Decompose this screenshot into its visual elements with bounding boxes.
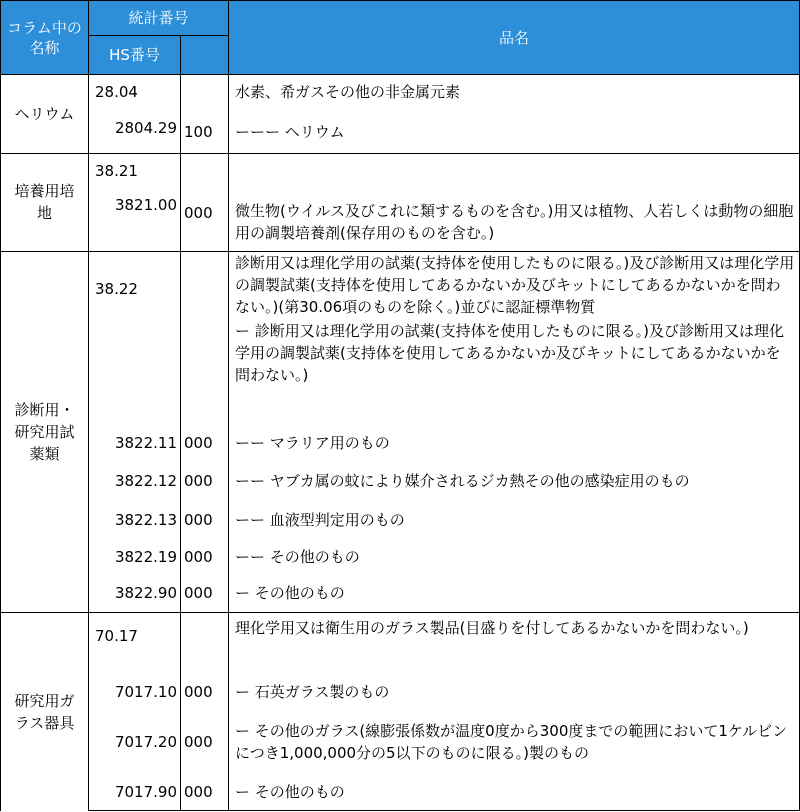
- code-cell: [89, 711, 181, 773]
- header-hs-number: HS番号: [89, 36, 181, 75]
- item-description: ー 石英ガラス製のもの: [235, 682, 390, 701]
- hs-code: 7017.90: [114, 782, 177, 801]
- code-cell: [89, 575, 181, 613]
- desc-cell: [229, 575, 800, 613]
- stat-cell: [181, 153, 229, 251]
- stat-code: 000: [184, 547, 213, 566]
- item-description: ーー マラリア用のもの: [235, 434, 390, 453]
- desc-cell: [229, 538, 800, 574]
- stat-code: 000: [184, 203, 213, 222]
- item-description: ーー 血液型判定用のもの: [235, 510, 405, 529]
- desc-cell: [229, 673, 800, 711]
- header-stat-number: 統計番号: [89, 1, 229, 36]
- group-name: [1, 251, 89, 612]
- group-name: ヘリウム: [1, 75, 89, 153]
- hs-code: 3821.00: [114, 195, 177, 214]
- desc-cell: [229, 711, 800, 773]
- item-description: 水素、希ガスその他の非金属元素: [235, 83, 461, 102]
- stat-code: 100: [184, 123, 213, 142]
- code-cell: [89, 538, 181, 574]
- group-name-text: 研究用ガラス器具: [14, 691, 75, 732]
- stat-code: 000: [184, 682, 213, 701]
- hs-code: 3822.19: [114, 547, 177, 566]
- desc-cell: [229, 75, 800, 153]
- stat-cell: [181, 461, 229, 501]
- code-cell: [89, 501, 181, 538]
- hs-heading: 70.17: [95, 627, 138, 646]
- header-stat-suffix: [181, 36, 229, 75]
- stat-code: 000: [184, 472, 213, 491]
- desc-cell: [229, 501, 800, 538]
- item-description: ー その他のもの: [235, 782, 345, 801]
- hs-code: 3822.12: [114, 472, 177, 491]
- hs-code: 3822.13: [114, 510, 177, 529]
- header-column-name: コラム中の名称: [1, 1, 89, 75]
- code-cell: [89, 153, 181, 251]
- stat-cell: [181, 251, 229, 425]
- code-cell: [89, 673, 181, 711]
- hs-heading: 38.21: [95, 161, 138, 180]
- hs-code: 2804.29: [114, 119, 177, 138]
- stat-cell: [181, 575, 229, 613]
- code-cell: [89, 773, 181, 810]
- desc-cell: [229, 425, 800, 461]
- stat-cell: [181, 773, 229, 810]
- stat-cell: [181, 425, 229, 461]
- stat-code: 000: [184, 584, 213, 603]
- stat-cell: [181, 75, 229, 153]
- item-description: ーー その他のもの: [235, 547, 360, 566]
- stat-cell: [181, 711, 229, 773]
- header-item-name: 品名: [229, 1, 800, 75]
- item-description: ーーー ヘリウム: [235, 123, 345, 142]
- desc-cell: [229, 153, 800, 251]
- code-cell: [89, 613, 181, 673]
- hs-code: 3822.11: [114, 434, 177, 453]
- hs-code: 7017.20: [114, 733, 177, 752]
- code-cell: [89, 251, 181, 425]
- stat-code: 000: [184, 733, 213, 752]
- group-name: 培養用培地: [1, 153, 89, 251]
- group-name-text: 診断用・研究用試薬類: [14, 401, 75, 464]
- code-cell: [89, 75, 181, 153]
- hs-heading: 38.22: [95, 279, 138, 298]
- item-description: ーー ヤブカ属の蚊により媒介されるジカ熱その他の感染症用のもの: [235, 472, 690, 491]
- stat-cell: [181, 538, 229, 574]
- stat-cell: [181, 613, 229, 673]
- item-description: ー その他のもの: [235, 584, 345, 603]
- item-description: 理化学用又は衛生用のガラス製品(目盛りを付してあるかないかを問わない。): [235, 619, 749, 638]
- hs-code: 3822.90: [114, 584, 177, 603]
- hs-heading: 28.04: [95, 83, 138, 102]
- desc-cell: [229, 251, 800, 425]
- item-description: 診断用又は理化学用の試薬(支持体を使用したものに限る。)及び診断用又は理化学用の調製試薬(支持体を使用してあるかないか及びキットにしてあるかないかを問わない。)(第30.06項のものを除く。)並びに認証標準物質: [235, 253, 795, 316]
- hs-code: 7017.10: [114, 682, 177, 701]
- code-cell: [89, 461, 181, 501]
- item-description: ー 診断用又は理化学用の試薬(支持体を使用したものに限る。)及び診断用又は理化学用の調製試薬(支持体を使用してあるかないか及びキットにしてあるかないかを問わない。): [235, 321, 784, 384]
- stat-cell: [181, 501, 229, 538]
- item-description: ー その他のガラス(線膨張係数が温度0度から300度までの範囲において1ケルビンにつき1,000,000分の5以下のものに限る。)製のもの: [235, 722, 788, 763]
- code-cell: [89, 425, 181, 461]
- item-description: 微生物(ウイルス及びこれに類するものを含む。)用又は植物、人若しくは動物の細胞用の調製培養剤(保存用のものを含む。): [235, 201, 794, 242]
- desc-cell: [229, 613, 800, 673]
- stat-cell: [181, 673, 229, 711]
- stat-code: 000: [184, 510, 213, 529]
- desc-cell: [229, 461, 800, 501]
- stat-code: 000: [184, 782, 213, 801]
- desc-cell: [229, 773, 800, 810]
- stat-code: 000: [184, 434, 213, 453]
- group-name: [1, 613, 89, 811]
